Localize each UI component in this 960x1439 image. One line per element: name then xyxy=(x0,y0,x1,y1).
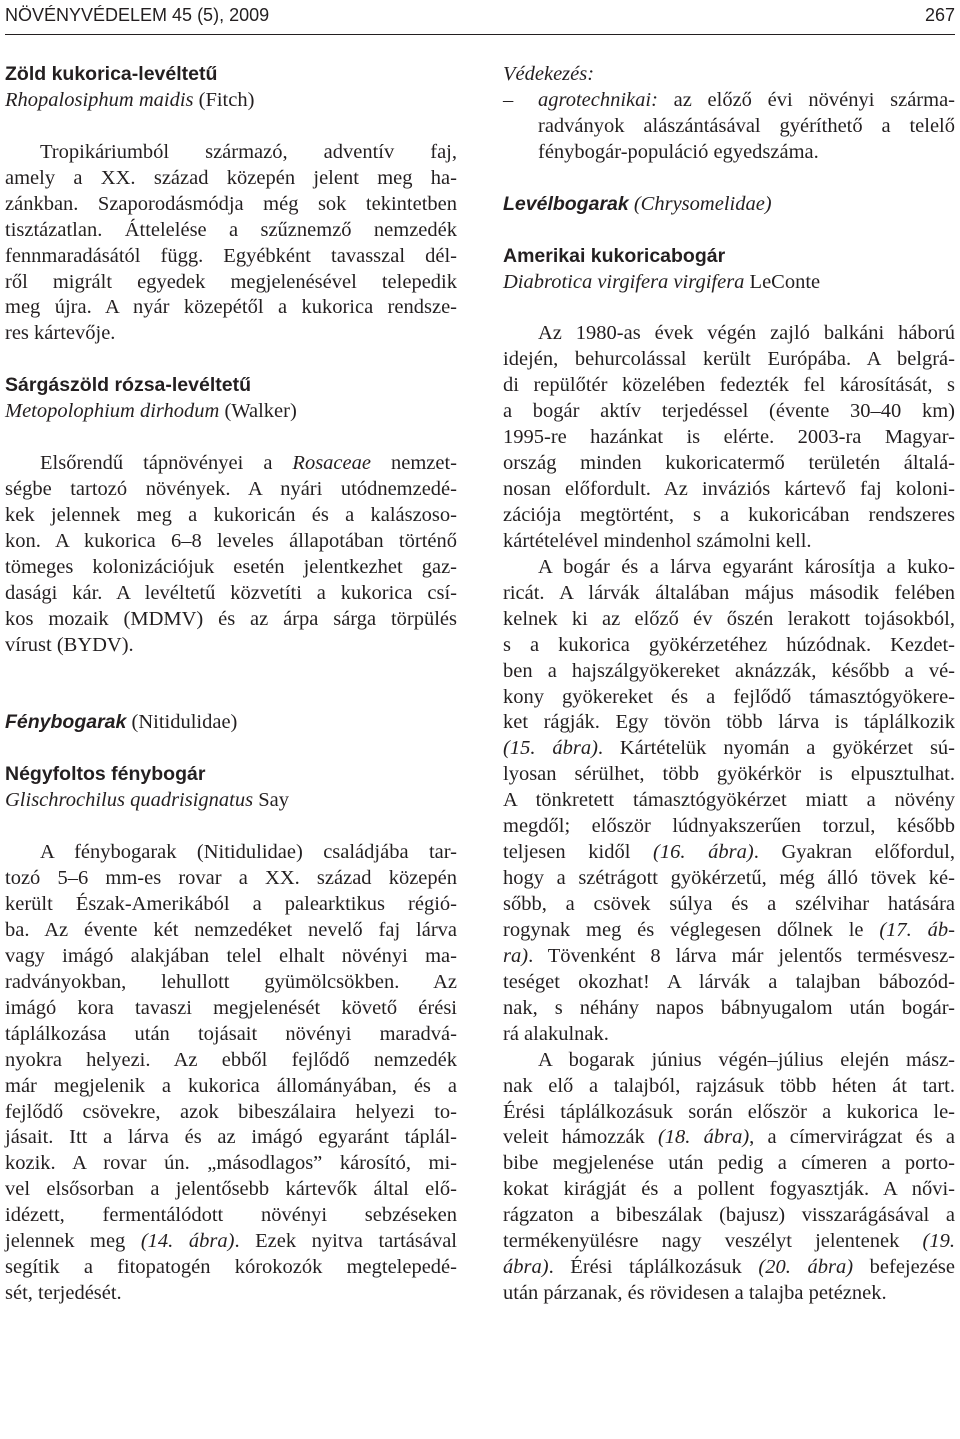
paragraph-line: nak, s néhány napos bábnyugalom után bogár- xyxy=(503,996,955,1019)
paragraph-line: radványok alászántásával gyéríthető a telelő xyxy=(538,114,955,137)
species-paragraph xyxy=(5,140,457,348)
paragraph-line: teséget okozhat! A lárvák a talajban bábozód- xyxy=(503,970,955,993)
paragraph-line: amely a XX. század közepén jelent meg ha- xyxy=(5,166,457,189)
paragraph-line: (15. ábra). Kártételük nyomán a gyökérzet sú- xyxy=(503,737,956,760)
paragraph-line: rá alakulnak. xyxy=(503,1022,609,1045)
right-column xyxy=(503,62,955,1307)
paragraph-line: jásait. Itt a lárva és az imágó egyaránt táplál- xyxy=(5,1126,457,1149)
paragraph-line: ket rágják. Egy tövön több lárva is táplálkozik xyxy=(503,711,955,734)
species-scientific-name: Metopolophium dirhodum (Walker) xyxy=(5,400,297,423)
paragraph-line: vel elsősorban a jelentősebb kártevők által elő- xyxy=(5,1178,457,1201)
species-paragraph xyxy=(503,321,955,554)
list-dash: – xyxy=(503,88,514,111)
paragraph-line: kon. A kukorica 6–8 leveles állapotában történő xyxy=(5,529,457,552)
paragraph-line: radványokban, lehullott gyümölcsökben. Az xyxy=(5,970,457,993)
species-heading: Sárgászöld rózsa-levéltetű xyxy=(5,374,251,397)
paragraph-line: sőbb, a csövek súlya és a szélvihar hatására xyxy=(503,893,955,915)
species-paragraph xyxy=(503,866,955,918)
paragraph-line: sét, terjedését. xyxy=(5,1282,122,1305)
paragraph-line: ország minden kukoricatermő területén általá- xyxy=(503,452,955,475)
paragraph-line: Érési táplálkozásuk során először a kukorica le- xyxy=(503,1100,955,1123)
paragraph-line: teljesen kidől (16. ábra). Gyakran előfordul, xyxy=(503,841,955,864)
paragraph-line: rogynak meg és véglegesen dőlnek le (17. áb- xyxy=(503,918,955,941)
paragraph-line: ba. Az évente két nemzedéket nevelő faj lárva xyxy=(5,918,457,941)
paragraph-line: ben a hajszálgyökereket aknázzák, később a vé- xyxy=(503,659,955,682)
paragraph-line: ricát. A lárvák általában május második felében xyxy=(503,581,955,604)
paragraph-line: jelennek meg (14. ábra). Ezek nyitva tartásával xyxy=(5,1230,457,1253)
paragraph-line: kozik. A rovar ún. „másodlagos” károsító, mi- xyxy=(5,1152,457,1175)
paragraph-line: Tropikáriumból származó, adventív faj, xyxy=(40,140,457,163)
species-paragraph xyxy=(5,840,457,1229)
paragraph-line: nosan előfordult. Az inváziós kártevő faj koloni- xyxy=(503,478,955,500)
paragraph-line: a bogár aktív terjedéssel (évente 30–40 km) xyxy=(503,400,955,423)
running-header xyxy=(5,0,955,35)
paragraph-line: A bogár és a lárva egyaránt károsítja a kuko- xyxy=(538,555,955,578)
paragraph-line: dasági kár. A levéltetű közvetíti a kukorica csí- xyxy=(5,581,457,604)
paragraph-line: kos mozaik (MDMV) és az árpa sárga törpülés xyxy=(5,607,457,630)
defense-label: Védekezés: xyxy=(503,63,595,85)
paragraph-line: idején, behurcolással került Európába. A belgrá- xyxy=(503,348,955,371)
defense-item: – agrotechnikai: az előző évi növényi szárma- xyxy=(503,88,955,114)
paragraph-line: megdől; először lúdnyakszerűen torzul, később xyxy=(503,815,955,838)
species-scientific-name: Glischrochilus quadrisignatus Say xyxy=(5,789,289,812)
paragraph-line: került Észak-Amerikából a palearktikus régió- xyxy=(5,893,457,915)
species-scientific-name: Rhopalosiphum maidis (Fitch) xyxy=(5,88,255,111)
paragraph-line: hogy a szétrágott gyökérzetű, még álló tövek ké- xyxy=(503,867,955,890)
species-paragraph xyxy=(5,477,457,659)
species-paragraph xyxy=(503,555,955,737)
paragraph-line: rágzaton a bibeszálak (bajusz) visszarágásával a xyxy=(503,1204,955,1227)
paragraph-line: vagy imágó alakjában telel elhalt növényi ma- xyxy=(5,944,457,967)
paragraph-line: s a kukorica gyökérzetéhez húzódnak. Kezdet- xyxy=(503,633,955,656)
paragraph-line: tozó 5–6 mm-es rovar a XX. század közepén xyxy=(5,867,457,890)
paragraph-line: ségbe tartozó növények. A nyári utódnemzedé- xyxy=(5,478,457,500)
paragraph-line: A fénybogarak (Nitidulidae) családjába tar- xyxy=(40,841,457,864)
paragraph-line: tisztázatlan. Áttelelése a szűznemző nemzedék xyxy=(5,218,457,241)
paragraph-line: kek jelennek meg a kukoricán és a kalászoso- xyxy=(5,503,457,526)
paragraph-line: ről migrált egyedek megjelenésével telepedik xyxy=(5,270,457,293)
paragraph-line: fennmaradásától függ. Egyébként tavasszal dél- xyxy=(5,244,457,267)
species-heading: Amerikai kukoricabogár xyxy=(503,244,726,267)
paragraph-line: ra). Tövenként 8 lárva már jelentős termésvesz- xyxy=(503,944,955,967)
paragraph-line: 1995-re hazánkat is elérte. 2003-ra Magyar- xyxy=(503,426,955,449)
paragraph-line: veleit hámozzák (18. ábra), a címervirágzat és a xyxy=(503,1126,955,1149)
paragraph-line: tömeges kolonizációjuk esetén jelentkezhet gaz- xyxy=(5,555,457,578)
journal-citation: NÖVÉNYVÉDELEM 45 (5), 2009 xyxy=(5,5,270,25)
paragraph-line: már megjelenik a kukorica állományában, és a xyxy=(5,1074,457,1097)
left-column xyxy=(5,62,457,1307)
paragraph-line: bibe megjelenése után pedig a címeren a porto- xyxy=(503,1152,955,1175)
paragraph-line: imágó kora tavaszi megjelenését követő érési xyxy=(5,996,457,1019)
paragraph-line: A tönkretett támasztógyökérzet miatt a növény xyxy=(503,789,955,812)
family-heading: Levélbogarak (Chrysomelidae) xyxy=(503,192,772,215)
paragraph-line: kony gyökereket és a fejlődő támasztógyökere- xyxy=(503,685,955,708)
paragraph-line: zánkban. Szaporodásmódja még sok tekintetben xyxy=(5,192,457,215)
paragraph-line: Az 1980-as évek végén zajló balkáni háború xyxy=(538,322,955,345)
paragraph-line: di repülőtér közelében fedezték fel károsítását, s xyxy=(503,374,955,397)
page-number: 267 xyxy=(924,5,955,25)
paragraph-line: lyosan sérülhet, több gyökérkör is elpusztulhat. xyxy=(503,763,955,786)
paragraph-line: vírust (BYDV). xyxy=(5,633,134,656)
paragraph-line: kokat kirágját és a pollent fogyasztják. A nővi- xyxy=(503,1178,955,1201)
species-paragraph xyxy=(503,1151,955,1229)
paragraph-line: segítik a fitopatogén kórokozók megtelepedé- xyxy=(5,1256,457,1279)
species-paragraph xyxy=(503,762,955,840)
paragraph-line: fejlődő csövekre, azok bibeszálaira helyezi to- xyxy=(5,1100,457,1123)
paragraph-line: res kártevője. xyxy=(5,322,116,345)
species-paragraph xyxy=(503,970,955,1048)
species-paragraph xyxy=(503,1048,955,1126)
paragraph-line: termékenyülésre nagy veszélyt jelentenek (19. xyxy=(503,1230,955,1253)
paragraph-line: ábra). Érési táplálkozásuk (20. ábra) befejezése xyxy=(503,1256,955,1279)
paragraph-line: zációja megtörtént, s a kukoricában rendszeres xyxy=(503,503,955,526)
paragraph-line: Elsőrendű tápnövényei a Rosaceae nemzet- xyxy=(40,452,457,475)
paragraph-line: után párzanak, és rövidesen a talajba petéznek. xyxy=(503,1282,887,1305)
paragraph-line: kártételével mindenhol számolni kell. xyxy=(503,529,812,552)
paragraph-line: meg újra. A nyár közepétől a kukorica rendsze- xyxy=(5,296,457,319)
paragraph-line: táplálkozása után tojásait növényi maradvá- xyxy=(5,1022,457,1045)
family-heading: Fénybogarak (Nitidulidae) xyxy=(5,711,238,734)
species-heading: Négyfoltos fénybogár xyxy=(5,763,206,786)
species-heading: Zöld kukorica-levéltetű xyxy=(5,63,218,85)
species-scientific-name: Diabrotica virgifera virgifera LeConte xyxy=(503,270,821,293)
paragraph-line: nyokra helyezi. Az ebből fejlődő nemzedék xyxy=(5,1048,457,1071)
paragraph-line: fénybogár-populáció egyedszáma. xyxy=(538,140,819,163)
paragraph-line: idézett, fermentálódott növényi sebzéseken xyxy=(5,1204,457,1227)
paragraph-line: kelnek ki az előző év őszén lerakott tojásokból, xyxy=(503,607,955,630)
paragraph-line: A bogarak június végén–július elején mász- xyxy=(538,1048,955,1071)
paragraph-line: nak elő a talajból, rajzásuk több héten át tart. xyxy=(503,1074,955,1097)
